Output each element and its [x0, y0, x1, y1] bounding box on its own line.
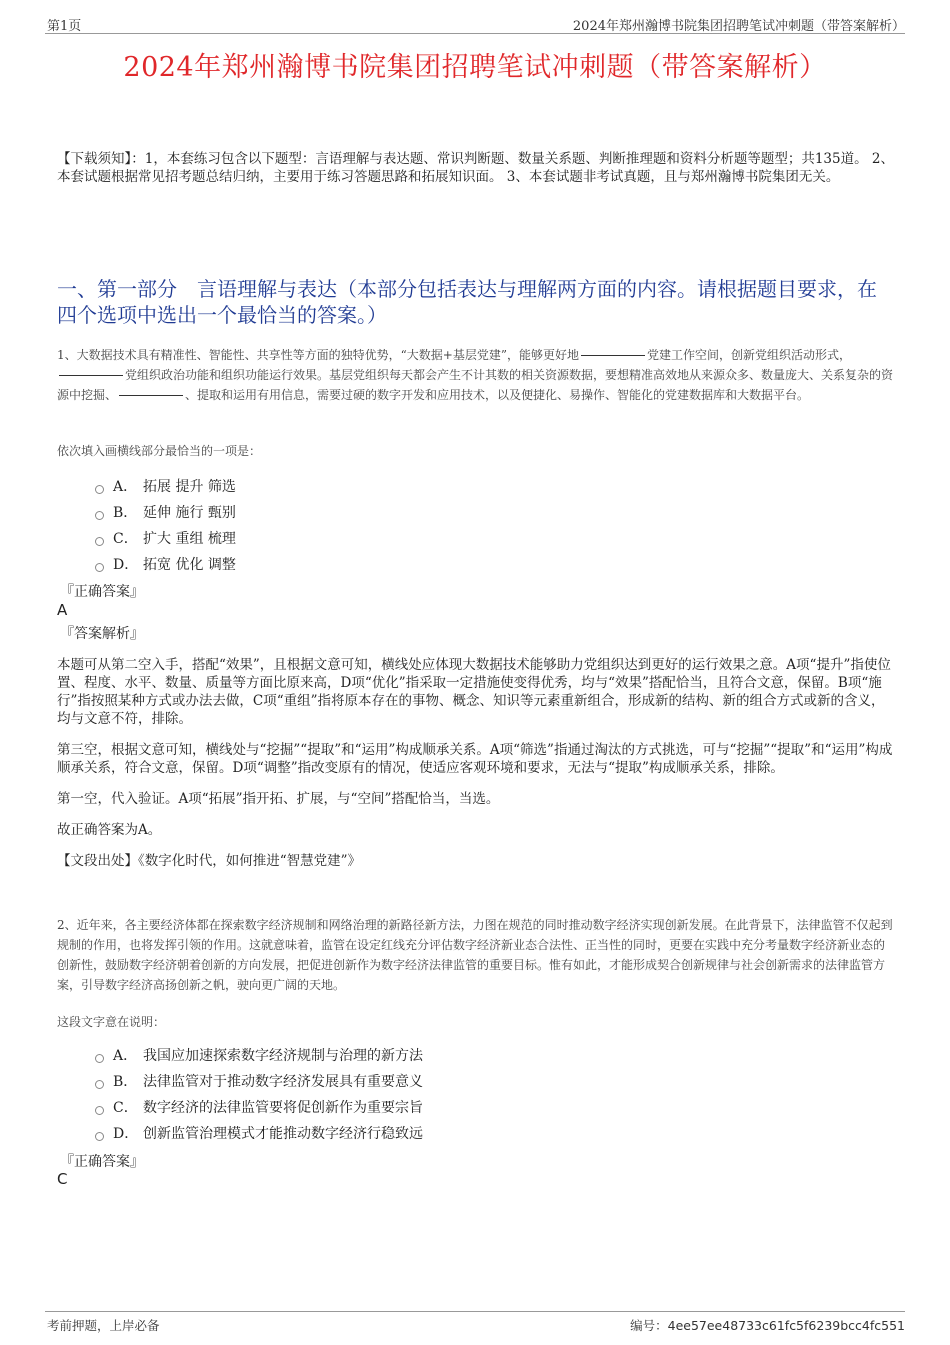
option-c-text: 数字经济的法律监管要将促创新作为重要宗旨 [143, 1100, 423, 1116]
option-c[interactable]: C． 数字经济的法律监管要将促创新作为重要宗旨 [95, 1094, 423, 1120]
radio-icon[interactable] [95, 1054, 104, 1063]
header-divider [45, 33, 905, 34]
analysis-label: 『答案解析』 [60, 626, 144, 642]
radio-icon[interactable] [95, 485, 104, 494]
page-number: 第1页 [47, 19, 82, 34]
question-1-seg3: 党组织政治功能和组织功能运行效果。基层党组织每天都会产生不计其数的相关资源数据，要想精准高效地从来源众多、数量庞大、关系复杂的资源中挖掘、 [57, 368, 894, 402]
fill-blank-3 [119, 394, 183, 396]
footer-divider [45, 1311, 905, 1312]
document-id-label: 编号： [630, 1318, 668, 1333]
question-1-seg4: 、提取和运用有用信息，需要过硬的数字开发和应用技术，以及便捷化、易操作、智能化的党建数据库和大数据平台。 [185, 388, 810, 402]
option-c[interactable]: C． 扩大 重组 梳理 [95, 525, 236, 551]
download-notice: 【下载须知】：1，本套练习包含以下题型：言语理解与表达题、常识判断题、数量关系题、判断推理题和资料分析题等题型；共135道。 2、本套试题根据常见招考题总结归纳，主要用于练习答题思路和拓展知识面。 3、本套试题非考试真题，且与郑州瀚博书院集团无关。 [57, 151, 894, 185]
answer-label: 『正确答案』 [60, 584, 144, 600]
question-1-seg1: 1、大数据技术具有精准性、智能性、共享性等方面的独特优势，“大数据+基层党建”，能够更好地 [57, 348, 579, 362]
option-b-text: 法律监管对于推动数字经济发展具有重要意义 [143, 1074, 423, 1090]
radio-icon[interactable] [95, 563, 104, 572]
option-a[interactable]: A． 我国应加速探索数字经济规制与治理的新方法 [95, 1042, 423, 1068]
option-d-text: 创新监管治理模式才能推动数字经济行稳致远 [143, 1126, 423, 1142]
radio-icon[interactable] [95, 511, 104, 520]
answer-label: 『正确答案』 [60, 1154, 144, 1170]
option-c-text: 扩大 重组 梳理 [143, 531, 236, 547]
answer-value: A [57, 601, 68, 619]
radio-icon[interactable] [95, 1132, 104, 1141]
analysis-paragraph: 第一空，代入验证。A项“拓展”指开拓、扩展，与“空间”搭配恰当，当选。 [57, 791, 500, 807]
option-a-text: 拓展 提升 筛选 [143, 479, 236, 495]
question-1-prompt: 依次填入画横线部分最恰当的一项是： [57, 444, 262, 458]
radio-icon[interactable] [95, 1080, 104, 1089]
question-1-options [95, 473, 236, 577]
question-1-text [57, 345, 895, 405]
question-2-text: 2、近年来，各主要经济体都在探索数字经济规制和网络治理的新路径新方法，力图在规范的同时推动数字经济实现创新发展。在此背景下，法律监管不仅起到规制的作用，也将发挥引领的作用。这就意味着，监管在设定红线充分评估数字经济新业态合法性、正当性的同时，更要在实践中充分考量数字经济新业态的创新性，鼓励数字经济朝着创新的方向发展，把促进创新作为数字经济法律监管的重要目标。惟有如此，才能形成契合创新规律与社会创新需求的法律监管方案，引导数字经济高扬创新之帆，驶向更广阔的天地。 [57, 918, 893, 992]
option-b-text: 延伸 施行 甄别 [143, 505, 236, 521]
analysis-paragraph: 故正确答案为A。 [57, 822, 162, 838]
option-d[interactable]: D． 拓宽 优化 调整 [95, 551, 236, 577]
option-d[interactable]: D． 创新监管治理模式才能推动数字经济行稳致远 [95, 1120, 423, 1146]
answer-value: C [57, 1170, 68, 1188]
option-a[interactable]: A． 拓展 提升 筛选 [95, 473, 236, 499]
page-title: 2024年郑州瀚博书院集团招聘笔试冲刺题（带答案解析） [123, 52, 827, 83]
question-1-seg2: 党建工作空间，创新党组织活动形式， [646, 348, 851, 362]
analysis-paragraph: 第三空，根据文意可知，横线处与“挖掘”“提取”和“运用”构成顺承关系。A项“筛选”指通过淘汰的方式挑选，可与“挖掘”“提取”和“运用”构成顺承关系，符合文意，保留。D项“调整”指改变原有的情况，使适应客观环境和要求，无法与“提取”构成顺承关系，排除。 [57, 742, 893, 776]
document-id-value: 4ee57ee48733c61fc5f6239bcc4fc551 [667, 1318, 905, 1333]
analysis-paragraph: 本题可从第二空入手，搭配“效果”，且根据文意可知，横线处应体现大数据技术能够助力党组织达到更好的运行效果之意。A项“提升”指使位置、程度、水平、数量、质量等方面比原来高，D项“优化”指采取一定措施使变得优秀，均与“效果”搭配恰当，且符合文意，保留。B项“施行”指按照某种方式或办法去做，C项“重组”指将原本存在的事物、概念、知识等元素重新组合，形成新的结构、新的组合方式或新的含义，均与文意不符，排除。 [57, 657, 891, 727]
answer-analysis [57, 656, 898, 883]
question-2-prompt: 这段文字意在说明： [57, 1015, 166, 1029]
option-d-text: 拓宽 优化 调整 [143, 557, 236, 573]
fill-blank-2 [59, 374, 123, 376]
section-heading: 一、第一部分 言语理解与表达（本部分包括表达与理解两方面的内容。请根据题目要求，在四个选项中选出一个最恰当的答案。） [57, 277, 877, 327]
radio-icon[interactable] [95, 1106, 104, 1115]
option-b[interactable]: B． 延伸 施行 甄别 [95, 499, 236, 525]
header-doc-title: 2024年郑州瀚博书院集团招聘笔试冲刺题（带答案解析） [572, 19, 905, 34]
source-citation: 【文段出处】《数字化时代，如何推进“智慧党建”》 [57, 853, 362, 869]
footer-slogan: 考前押题，上岸必备 [47, 1318, 160, 1333]
question-2-options [95, 1042, 423, 1146]
radio-icon[interactable] [95, 537, 104, 546]
fill-blank-1 [581, 354, 645, 356]
document-id [630, 1316, 905, 1334]
option-a-text: 我国应加速探索数字经济规制与治理的新方法 [143, 1048, 423, 1064]
option-b[interactable]: B． 法律监管对于推动数字经济发展具有重要意义 [95, 1068, 423, 1094]
